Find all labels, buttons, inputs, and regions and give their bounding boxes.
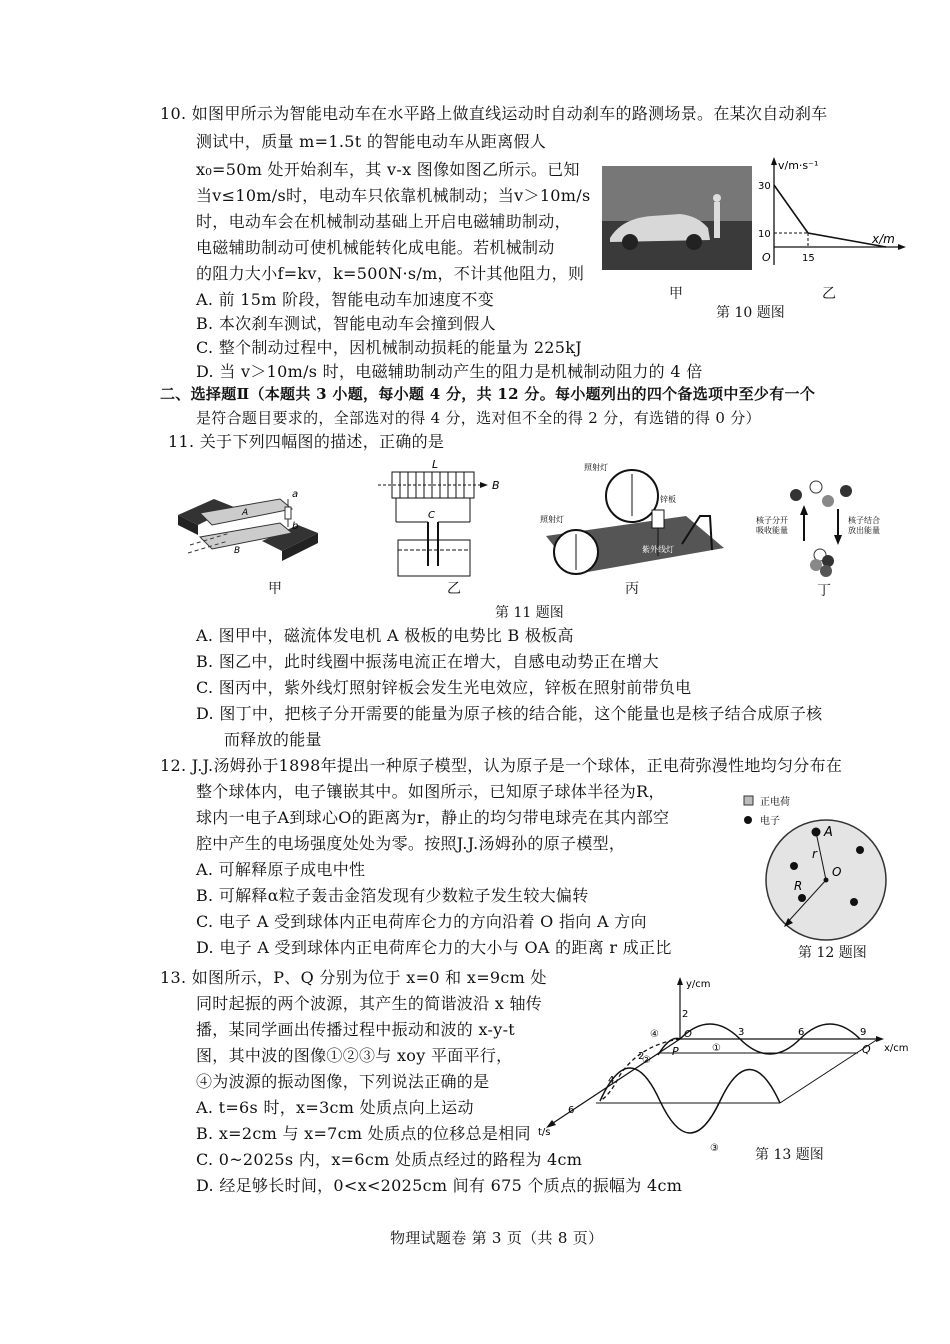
q13-graph-t6: 6: [568, 1105, 575, 1116]
q11-fig-bing-label: 丙: [625, 581, 639, 597]
q10-vx-graph: [752, 155, 912, 280]
q13-line3: 播，某同学画出传播过程中振动和波的 x-y-t: [196, 1020, 516, 1039]
q11-fig-bing-photoelectric: [536, 456, 726, 581]
q10-line4: 当v≤10m/s时，电动车只依靠机械制动；当v＞10m/s: [196, 186, 591, 205]
q11-jia-label-b: b: [292, 521, 299, 532]
q12-legend-electron: 电子: [760, 816, 780, 827]
q10-graph-xlabel: x/m: [872, 232, 895, 246]
q11-bing-zinc-label: 锌板: [660, 495, 676, 504]
q13-graph-origin: O: [684, 1029, 692, 1040]
q10-line6: 电磁辅助制动可使机械能转化成电能。若机械制动: [196, 238, 555, 257]
q11-ding-left-line1: 核子分开: [756, 516, 788, 525]
q10-graph-tick-30: 30: [758, 181, 771, 192]
q11-fig-jia-label: 甲: [268, 581, 282, 597]
q13-graph-label-q: Q: [862, 1043, 871, 1056]
q13-graph-y2: 2: [682, 1009, 689, 1020]
q13-graph-x9: 9: [860, 1027, 867, 1038]
q11-fig-yi-label: 乙: [447, 581, 461, 597]
q10-line5: 时，电动车会在机械制动基础上开启电磁辅助制动，: [196, 212, 571, 231]
q12-label-a: A: [824, 825, 833, 840]
q11-bing-lamp-label-2: 照射灯: [540, 515, 564, 524]
q13-graph-curve4: ④: [650, 1029, 659, 1040]
q10-line7: 的阻力大小f=kv，k=500N·s/m，不计其他阻力，则: [196, 264, 585, 283]
q10-graph-tick-10: 10: [758, 229, 771, 240]
q11-ding-right-line2: 放出能量: [848, 526, 880, 535]
q11-yi-label-b: B: [492, 479, 500, 492]
q11-option-a: A. 图甲中，磁流体发电机 A 极板的电势比 B 极板高: [196, 626, 574, 645]
q11-ding-left-line2: 吸收能量: [756, 526, 788, 535]
q12-option-a: A. 可解释原子成电中性: [196, 860, 366, 879]
q10-line1: 10. 如图甲所示为智能电动车在水平路上做直线运动时自动刹车的路测场景。在某次自动刹车: [160, 104, 828, 123]
q12-option-c: C. 电子 A 受到球体内正电荷库仑力的方向沿着 O 指向 A 方向: [196, 912, 647, 931]
q10-option-a: A. 前 15m 阶段，智能电动车加速度不变: [196, 290, 495, 309]
q13-graph-tlabel: t/s: [538, 1127, 551, 1138]
q12-line4: 腔中产生的电场强度处处为零。按照J.J.汤姆孙的原子模型，: [196, 834, 626, 853]
q11-ding-right-line1: 核子结合: [848, 516, 880, 525]
q11-figure-caption: 第 11 题图: [495, 605, 564, 621]
section2-line1: 二、选择题Ⅱ（本题共 3 小题，每小题 4 分，共 12 分。每小题列出的四个备选项中至少有一个: [160, 385, 816, 403]
q11-jia-label-plate-b: B: [234, 546, 241, 556]
q11-fig-ding-label: 丁: [817, 583, 831, 599]
q10-figure-caption: 第 10 题图: [716, 305, 785, 321]
q13-graph-curve2: ②: [642, 1055, 651, 1066]
q10-option-b: B. 本次刹车测试，智能电动车会撞到假人: [196, 314, 496, 333]
q13-graph-x6: 6: [798, 1027, 805, 1038]
page-footer: 物理试题卷 第 3 页（共 8 页）: [390, 1229, 604, 1247]
q11-bing-lamp-label-1: 照射灯: [584, 463, 608, 472]
q13-graph-x3: 3: [738, 1027, 745, 1038]
q12-label-big-r: R: [794, 879, 803, 893]
q13-graph-t2: 2: [638, 1051, 645, 1062]
q12-option-b: B. 可解释α粒子轰击金箔发现有少数粒子发生较大偏转: [196, 886, 589, 905]
q13-xyt-wave-figure: [540, 975, 920, 1165]
q13-graph-ylabel: y/cm: [686, 979, 711, 990]
q13-graph-xlabel: x/cm: [884, 1043, 909, 1054]
q12-legend-positive: 正电荷: [760, 797, 790, 808]
q10-fig-yi-label: 乙: [822, 286, 836, 302]
q11-stem: 11. 关于下列四幅图的描述，正确的是: [168, 432, 445, 451]
q10-line3: x₀=50m 处开始刹车，其 v-x 图像如图乙所示。已知: [196, 160, 580, 179]
q11-option-d-line1: D. 图丁中，把核子分开需要的能量为原子核的结合能，这个能量也是核子结合成原子核: [196, 704, 823, 723]
q12-label-r: r: [812, 847, 817, 861]
q13-line2: 同时起振的两个波源，其产生的简谐波沿 x 轴传: [196, 994, 543, 1013]
q12-figure-caption: 第 12 题图: [798, 945, 867, 961]
q13-option-c: C. 0~2025s 内，x=6cm 处质点经过的路程为 4cm: [196, 1150, 583, 1169]
q10-photo-car: [602, 166, 752, 270]
q11-fig-ding-binding-energy: [756, 475, 896, 585]
q13-line5: ④为波源的振动图像，下列说法正确的是: [196, 1072, 490, 1091]
q11-bing-uv-label: 紫外线灯: [642, 545, 674, 554]
q12-line2: 整个球体内，电子镶嵌其中。如图所示，已知原子球体半径为R，: [196, 782, 665, 801]
q12-line1: 12. J.J.汤姆孙于1898年提出一种原子模型，认为原子是一个球体，正电荷弥漫性地均匀分布在: [160, 756, 843, 775]
q13-option-b: B. x=2cm 与 x=7cm 处质点的位移总是相同: [196, 1124, 531, 1143]
q10-graph-tick-15: 15: [802, 253, 815, 264]
q12-line3: 球内一电子A到球心O的距离为r，静止的均匀带电球壳在其内部空: [196, 808, 670, 827]
q12-legend-positive-swatch: [744, 796, 753, 805]
section2-line2: 是符合题目要求的，全部选对的得 4 分，选对但不全的得 2 分，有选错的得 0 分）: [196, 409, 761, 427]
q11-option-b: B. 图乙中，此时线圈中振荡电流正在增大，自感电动势正在增大: [196, 652, 659, 671]
q10-graph-origin: O: [762, 251, 771, 264]
q11-option-d-line2: 而释放的能量: [224, 730, 322, 749]
q12-atom-model-figure: [740, 790, 900, 940]
q13-graph-t4: 4: [608, 1075, 615, 1086]
q10-fig-jia-label: 甲: [669, 286, 683, 302]
q13-option-a: A. t=6s 时，x=3cm 处质点向上运动: [196, 1098, 474, 1117]
q12-option-d: D. 电子 A 受到球体内正电荷库仑力的大小与 OA 的距离 r 成正比: [196, 938, 672, 957]
q13-graph-curve3: ③: [710, 1143, 719, 1154]
q13-option-d: D. 经足够长时间，0<x<2025cm 间有 675 个质点的振幅为 4cm: [196, 1176, 683, 1195]
q10-option-c: C. 整个制动过程中，因机械制动损耗的能量为 225kJ: [196, 338, 582, 357]
q11-fig-jia-mhd-generator: [170, 485, 320, 575]
q11-fig-yi-lc-circuit: [370, 456, 510, 581]
q12-legend-electron-swatch: [744, 816, 752, 824]
q11-option-c: C. 图丙中，紫外线灯照射锌板会发生光电效应，锌板在照射前带负电: [196, 678, 692, 697]
q10-line2: 测试中，质量 m=1.5t 的智能电动车从距离假人: [196, 132, 547, 151]
q11-yi-label-c: C: [428, 510, 435, 521]
q13-figure-caption: 第 13 题图: [755, 1147, 824, 1163]
q10-graph-ylabel: v/m·s⁻¹: [778, 159, 819, 172]
q11-yi-label-l: L: [432, 458, 439, 471]
q13-graph-label-p: P: [672, 1045, 679, 1058]
q13-line1: 13. 如图所示，P、Q 分别为位于 x=0 和 x=9cm 处: [160, 968, 547, 987]
q13-graph-curve1: ①: [712, 1043, 721, 1054]
q12-label-o: O: [832, 865, 842, 879]
q13-line4: 图，其中波的图像①②③与 xoy 平面平行，: [196, 1046, 513, 1065]
q11-jia-label-a: a: [292, 489, 299, 500]
q11-jia-label-plate-a: A: [242, 508, 249, 518]
q10-option-d: D. 当 v＞10m/s 时，电磁辅助制动产生的阻力是机械制动阻力的 4 倍: [196, 362, 703, 381]
